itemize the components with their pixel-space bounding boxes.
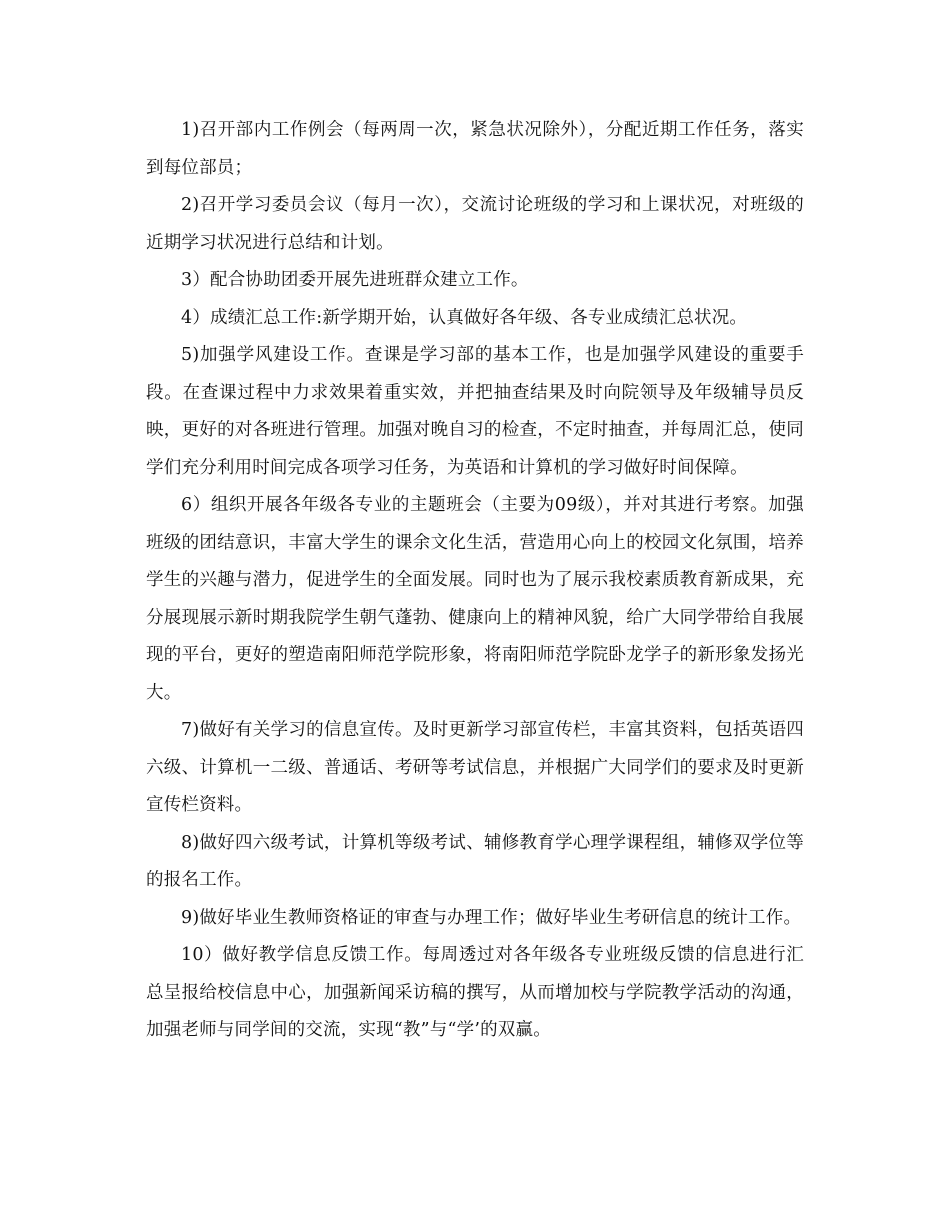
paragraph-7: 7)做好有关学习的信息宣传。及时更新学习部宣传栏，丰富其资料，包括英语四六级、计算机一二级、普通话、考研等考试信息，并根据广大同学们的要求及时更新宣传栏资料。 bbox=[146, 720, 804, 815]
paragraph-3: 3）配合协助团委开展先进班群众建立工作。 bbox=[181, 270, 529, 290]
paragraph-6: 6）组织开展各年级各专业的主题班会（主要为09级），并对其进行考察。加强班级的团结意识，丰富大学生的课余文化生活，营造用心向上的校园文化氛围，培养学生的兴趣与潜力，促进学生的全面发展。同时也为了展示我校素质教育新成果，充分展现展示新时期我院学生朝气蓬勃、健康向上的精神风貌，给广大同学带给自我展现的平台，更好的塑造南阳师范学院形象，将南阳师范学院卧龙学子的新形象发扬光大。 bbox=[146, 495, 804, 703]
paragraph-1: 1)召开部内工作例会（每两周一次，紧急状况除外），分配近期工作任务，落实到每位部员； bbox=[146, 120, 804, 178]
paragraph-5: 5)加强学风建设工作。查课是学习部的基本工作，也是加强学风建设的重要手段。在查课过程中力求效果着重实效，并把抽查结果及时向院领导及年级辅导员反映，更好的对各班进行管理。加强对晚自习的检查，不定时抽查，并每周汇总，使同学们充分利用时间完成各项学习任务，为英语和计算机的学习做好时间保障。 bbox=[146, 345, 804, 478]
paragraph-2: 2)召开学习委员会议（每月一次），交流讨论班级的学习和上课状况，对班级的近期学习状况进行总结和计划。 bbox=[146, 195, 804, 253]
paragraph-9: 9)做好毕业生教师资格证的审查与办理工作；做好毕业生考研信息的统计工作。 bbox=[181, 907, 802, 928]
document-body bbox=[146, 112, 804, 1050]
paragraph-4: 4）成绩汇总工作:新学期开始，认真做好各年级、各专业成绩汇总状况。 bbox=[181, 307, 748, 328]
paragraph-10: 10）做好教学信息反馈工作。每周透过对各年级各专业班级反馈的信息进行汇总呈报给校信息中心，加强新闻采访稿的撰写，从而增加校与学院教学活动的沟通，加强老师与同学间的交流，实现“教”与“学’的双赢。 bbox=[146, 945, 804, 1040]
paragraph-8: 8)做好四六级考试，计算机等级考试、辅修教育学心理学课程组，辅修双学位等的报名工作。 bbox=[146, 832, 804, 890]
